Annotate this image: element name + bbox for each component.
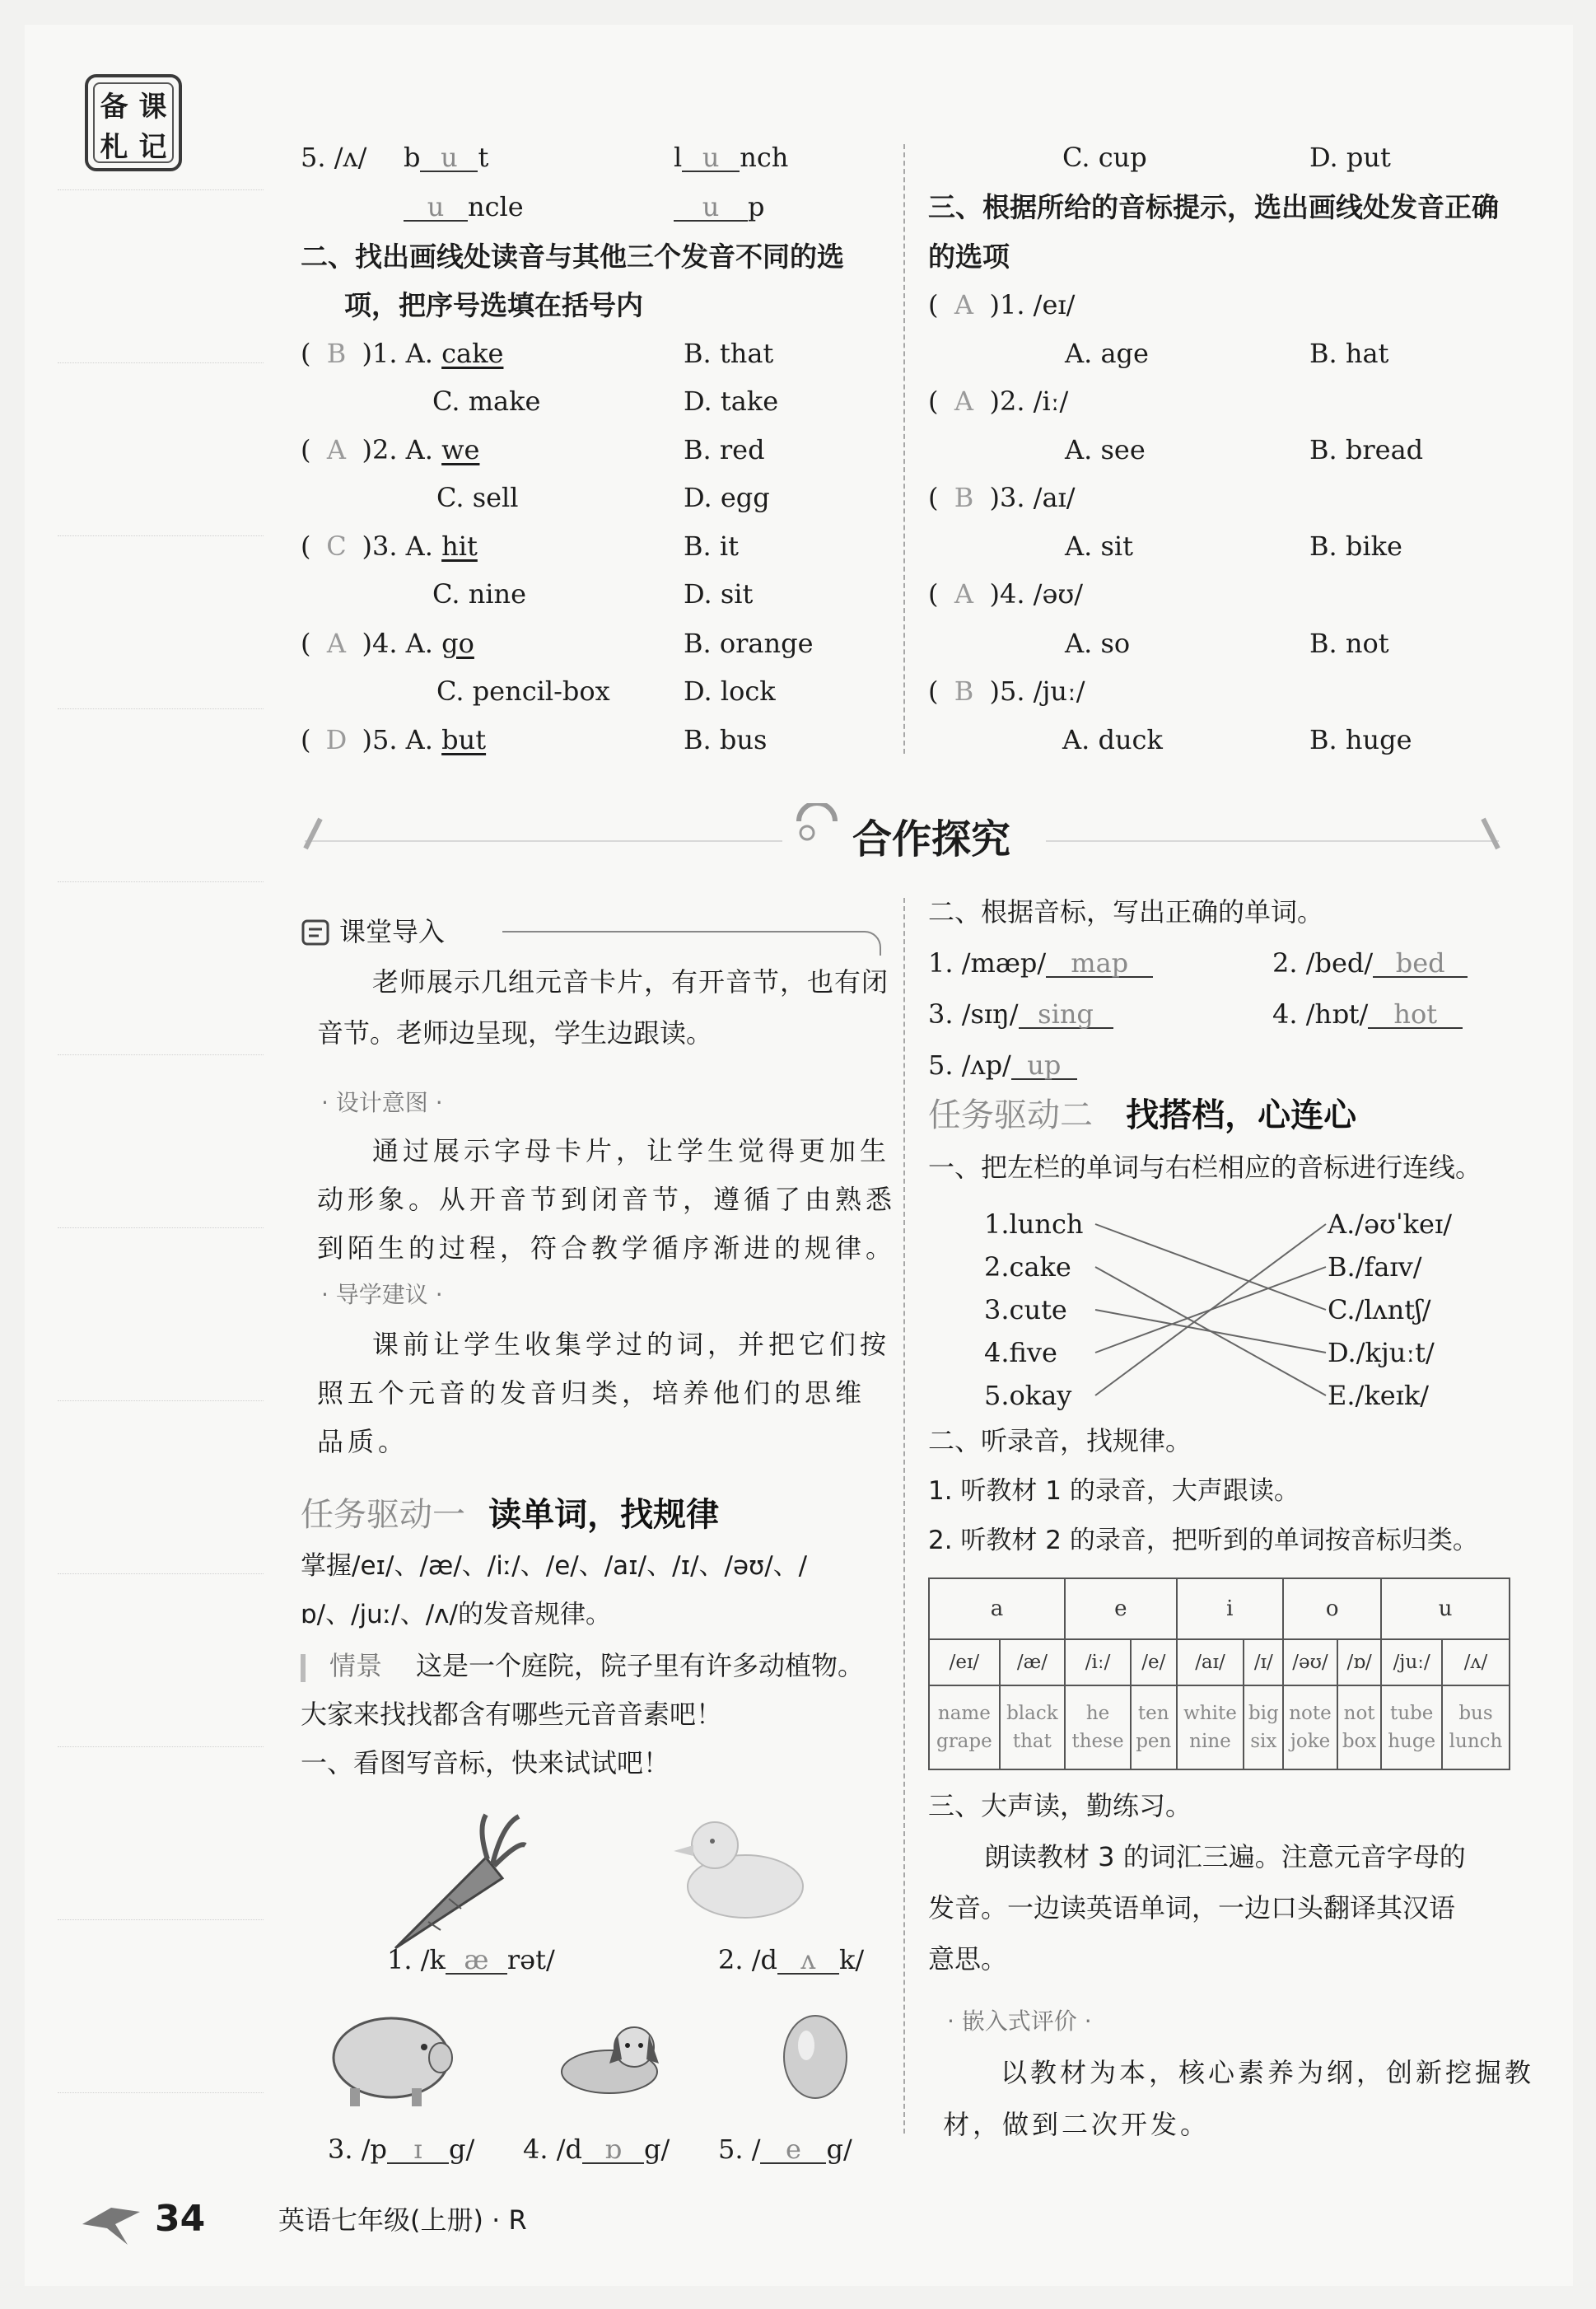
answer-blank: ʌ <box>777 1947 839 1975</box>
phonetic-fill-egg <box>718 2134 852 2165</box>
write-word-heading: 二、根据音标，写出正确的单词。 <box>928 896 1324 928</box>
stamp-char: 课 <box>138 91 167 124</box>
match-phonetic: C./lʌntʃ/ <box>1328 1294 1431 1325</box>
item-number: 5. /ʌ/ <box>301 142 367 173</box>
word: tube <box>1389 1702 1434 1724</box>
answer-mark: A <box>954 289 974 320</box>
symbol-cell: /iː/ <box>1065 1639 1131 1685</box>
write-word-item <box>1272 947 1468 979</box>
word: grape <box>936 1731 992 1752</box>
advice-text-2: 照五个元音的发音归类，培养他们的思维 <box>317 1377 866 1409</box>
duck-picture <box>667 1808 807 1923</box>
paren: ( <box>928 675 939 707</box>
intro-text-1: 老师展示几组元音卡片，有开音节，也有闭 <box>372 966 889 998</box>
answer-blank: u <box>404 194 468 222</box>
write-word-item <box>928 1049 1077 1081</box>
task-one-label: 任务驱动一 <box>301 1496 465 1534</box>
task-two-heading <box>928 1096 1356 1135</box>
phonetic-prefix: 3. /p <box>328 2134 387 2165</box>
banner-rule-left <box>305 840 782 842</box>
option-b: B. red <box>684 434 765 465</box>
answer-blank: e <box>760 2136 826 2164</box>
intro-rule <box>502 931 881 956</box>
matching-heading: 一、把左栏的单词与右栏相应的音标进行连线。 <box>928 1152 1482 1183</box>
matching-lines <box>1071 1203 1334 1425</box>
answer-blank: map <box>1046 950 1153 978</box>
word: that <box>1012 1731 1052 1752</box>
word: box <box>1342 1731 1377 1752</box>
phonetic-fill-duck <box>718 1944 864 1975</box>
answer-blank: ɪ <box>387 2136 449 2164</box>
matching-right-column <box>1328 1203 1452 1417</box>
word: ten <box>1137 1702 1169 1724</box>
vowel-header: i <box>1177 1578 1284 1639</box>
scene-text-2: 大家来找找都含有哪些元音音素吧！ <box>301 1699 723 1730</box>
symbol-cell: /əʊ/ <box>1283 1639 1337 1685</box>
master-text-2: ɒ/、/juː/、/ʌ/的发音规律。 <box>301 1600 611 1629</box>
write-word-item <box>1272 998 1463 1030</box>
item-number: )1. A. <box>362 338 442 369</box>
word-cell <box>929 1685 1000 1769</box>
answer-blank: u <box>682 144 740 172</box>
phonetic-prompt: 1. /mæp/ <box>928 947 1047 979</box>
word-cell <box>1442 1685 1510 1769</box>
option-b: B. orange <box>684 628 814 659</box>
paren: ( <box>928 482 939 513</box>
item-number: )5. /juː/ <box>989 675 1085 707</box>
word: huge <box>1388 1731 1436 1752</box>
word: joke <box>1290 1731 1331 1752</box>
answer-blank: sing <box>1019 1001 1113 1029</box>
fill-word-lunch <box>674 142 788 173</box>
phonetic-suffix: g/ <box>643 2134 670 2165</box>
column-divider-main <box>903 898 905 2134</box>
section-heading-3: 三、根据所给的音标提示，选出画线处发音正确 <box>928 191 1499 223</box>
answer-mark: B <box>954 482 974 513</box>
word: nine <box>1189 1731 1231 1752</box>
option-b: B. huge <box>1309 724 1412 755</box>
option-d: D. put <box>1309 142 1391 173</box>
vowel-header: u <box>1381 1578 1510 1639</box>
design-text-2: 动形象。从开音节到闭音节，遵循了由熟悉 <box>317 1184 897 1215</box>
option-c: C. make <box>432 386 541 417</box>
option-d: D. lock <box>684 675 776 707</box>
fill-word-up <box>674 191 764 222</box>
magnifier-icon <box>792 803 842 848</box>
paren: ( <box>301 724 311 755</box>
slash-decoration-left <box>301 816 325 852</box>
letter: p <box>748 191 765 222</box>
dog-picture <box>544 2014 667 2105</box>
answer-mark: B <box>326 338 347 369</box>
match-word: 1.lunch <box>984 1208 1084 1240</box>
word: not <box>1343 1702 1375 1724</box>
book-title: 英语七年级(上册) · R <box>278 2204 527 2236</box>
section-heading-2: 二、找出画线处读音与其他三个发音不同的选 <box>301 241 844 273</box>
phonetic-table <box>928 1578 1510 1770</box>
pig-picture <box>325 2002 457 2109</box>
paren: ( <box>301 338 311 369</box>
fill-word-but <box>404 142 488 173</box>
word: bus <box>1458 1702 1493 1724</box>
word-cell <box>1177 1685 1244 1769</box>
symbol-cell: /ɒ/ <box>1337 1639 1381 1685</box>
advice-label: · 导学建议 · <box>321 1281 443 1308</box>
carrot-picture <box>379 1808 527 1965</box>
match-word: 5.okay <box>984 1380 1072 1411</box>
write-word-item <box>928 947 1153 979</box>
read-text-1: 朗读教材 3 的词汇三遍。注意元音字母的 <box>984 1841 1466 1872</box>
answer-mark: A <box>954 578 974 610</box>
option-b: B. bread <box>1309 434 1424 465</box>
task-two-title: 找搭档，心连心 <box>1126 1096 1357 1134</box>
phonetic-fill-pig <box>328 2134 474 2165</box>
match-phonetic: E./keɪk/ <box>1328 1380 1430 1411</box>
item-number: )5. A. <box>362 724 442 755</box>
option-a: A. sit <box>1065 531 1133 562</box>
symbol-cell: /ɪ/ <box>1244 1639 1283 1685</box>
option-a: cake <box>441 338 504 369</box>
answer-mark: A <box>326 434 347 465</box>
advice-text-1: 课前让学生收集学过的词，并把它们按 <box>372 1329 891 1360</box>
scene-label: 情景 <box>329 1650 383 1681</box>
option-b: B. bike <box>1309 531 1402 562</box>
task-one-heading <box>301 1495 719 1535</box>
phonetic-fill-dog <box>523 2134 670 2165</box>
item-number: )4. /əʊ/ <box>989 578 1084 610</box>
letter: b <box>404 142 421 173</box>
paren: ( <box>301 434 311 465</box>
vowel-header: o <box>1283 1578 1381 1639</box>
phonetic-suffix: rət/ <box>506 1944 555 1975</box>
symbol-cell: /e/ <box>1131 1639 1176 1685</box>
option-a: A. age <box>1065 338 1149 369</box>
notebook-icon <box>301 918 330 947</box>
answer-blank: u <box>674 194 748 222</box>
phonetic-prefix: 4. /d <box>523 2134 582 2165</box>
option-a: A. see <box>1065 434 1146 465</box>
option-a: we <box>441 434 480 465</box>
fill-word-uncle <box>404 191 524 222</box>
match-phonetic: B./faɪv/ <box>1328 1251 1422 1283</box>
answer-mark: D <box>325 724 348 755</box>
answer-blank: bed <box>1373 950 1468 978</box>
word: note <box>1289 1702 1332 1724</box>
symbol-cell: /eɪ/ <box>929 1639 1000 1685</box>
option-a: but <box>441 724 487 755</box>
stamp-char: 记 <box>138 131 167 164</box>
item-number: )4. A. <box>362 628 442 659</box>
match-phonetic: D./kjuːt/ <box>1328 1337 1435 1368</box>
word: these <box>1071 1731 1124 1752</box>
match-word: 4.five <box>984 1337 1057 1368</box>
paren: ( <box>928 386 939 417</box>
lesson-notes-stamp <box>85 74 182 171</box>
option-d: D. sit <box>684 578 754 610</box>
answer-blank: ɒ <box>582 2136 644 2164</box>
item-number: )2. A. <box>362 434 442 465</box>
option-a: A. so <box>1065 628 1131 659</box>
option-b: B. it <box>684 531 739 562</box>
symbol-cell: /ʌ/ <box>1442 1639 1510 1685</box>
letter: t <box>478 142 489 173</box>
option-b: B. hat <box>1309 338 1389 369</box>
phonetic-prompt: 5. /ʌp/ <box>928 1049 1011 1081</box>
paren: ( <box>301 628 311 659</box>
option-a: hit <box>441 531 478 562</box>
answer-mark: B <box>954 675 974 707</box>
stamp-char: 备 <box>100 91 128 124</box>
listen-step-2: 2. 听教材 2 的录音，把听到的单词按音标归类。 <box>928 1526 1478 1555</box>
symbol-cell: /aɪ/ <box>1177 1639 1244 1685</box>
slash-decoration-right <box>1478 816 1503 852</box>
option-b: B. that <box>684 338 774 369</box>
read-text-2: 发音。一边读英语单词，一边口头翻译其汉语 <box>928 1892 1456 1923</box>
letter: l <box>674 142 683 173</box>
write-word-item <box>928 998 1113 1030</box>
item-number: )2. /iː/ <box>989 386 1069 417</box>
section-heading-2-cont: 项，把序号选填在括号内 <box>344 289 643 321</box>
option-a: A. duck <box>1062 724 1163 755</box>
exercise-line-5 <box>301 142 366 173</box>
banner-rule-right <box>1046 840 1499 842</box>
scene-text-1: 这是一个庭院，院子里有许多动植物。 <box>416 1650 865 1681</box>
option-c: C. cup <box>1062 142 1147 173</box>
word: pen <box>1136 1731 1172 1752</box>
symbol-cell: /juː/ <box>1381 1639 1442 1685</box>
word-cell <box>1244 1685 1283 1769</box>
option-c: C. pencil-box <box>436 675 610 707</box>
footer-ornament-icon <box>78 2199 144 2249</box>
paren: ( <box>928 289 939 320</box>
letter: nch <box>740 142 789 173</box>
match-word: 2.cake <box>984 1251 1071 1283</box>
phonetic-suffix: k/ <box>838 1944 865 1975</box>
evaluation-text-1: 以教材为本，核心素养为纲，创新挖掘教 <box>1001 2057 1535 2088</box>
advice-text-3: 品质。 <box>317 1426 409 1457</box>
match-word: 3.cute <box>984 1294 1067 1325</box>
paren: ( <box>928 578 939 610</box>
word-cell <box>1065 1685 1131 1769</box>
evaluation-label: · 嵌入式评价 · <box>947 2008 1092 2035</box>
item-number: )3. A. <box>362 531 442 562</box>
phonetic-prefix: 1. /k <box>387 1944 446 1975</box>
word-cell <box>1381 1685 1442 1769</box>
match-phonetic: A./əʊˈkeɪ/ <box>1328 1208 1452 1240</box>
picture-task-heading: 一、看图写音标，快来试试吧！ <box>301 1747 670 1778</box>
scene-marker <box>301 1654 306 1682</box>
word-cell <box>1131 1685 1176 1769</box>
intro-text-2: 音节。老师边呈现，学生边跟读。 <box>317 1017 713 1049</box>
evaluation-text-2: 材，做到二次开发。 <box>943 2109 1211 2140</box>
column-divider-top <box>903 144 905 754</box>
item-number: )1. /eɪ/ <box>989 289 1076 320</box>
phonetic-suffix: g/ <box>448 2134 475 2165</box>
design-text-1: 通过展示字母卡片，让学生觉得更加生 <box>372 1135 891 1166</box>
word: name <box>937 1702 991 1724</box>
option-b: B. not <box>1309 628 1389 659</box>
letter: ncle <box>468 191 524 222</box>
design-label: · 设计意图 · <box>321 1089 443 1116</box>
word-cell <box>1337 1685 1381 1769</box>
read-text-3: 意思。 <box>928 1943 1008 1975</box>
phonetic-prompt: 4. /hɒt/ <box>1272 998 1369 1030</box>
option-d: D. egg <box>684 482 770 513</box>
phonetic-suffix: g/ <box>826 2134 852 2165</box>
master-text-1: 掌握/eɪ/、/æ/、/iː/、/e/、/aɪ/、/ɪ/、/əʊ/、/ <box>301 1551 808 1581</box>
option-c: C. nine <box>432 578 527 610</box>
answer-blank: hot <box>1368 1001 1463 1029</box>
answer-blank: up <box>1011 1052 1077 1080</box>
phonetic-prefix: 2. /d <box>718 1944 777 1975</box>
option-c: C. sell <box>436 482 519 513</box>
option-d: D. take <box>684 386 779 417</box>
listen-step-1: 1. 听教材 1 的录音，大声跟读。 <box>928 1476 1300 1506</box>
page-number: 34 <box>155 2198 206 2240</box>
item-number: )3. /aɪ/ <box>989 482 1076 513</box>
read-heading: 三、大声读，勤练习。 <box>928 1790 1192 1821</box>
answer-mark: C <box>326 531 347 562</box>
word: white <box>1183 1702 1237 1724</box>
symbol-cell: /æ/ <box>1000 1639 1065 1685</box>
phonetic-prompt: 3. /sɪŋ/ <box>928 998 1019 1030</box>
word: lunch <box>1449 1731 1503 1752</box>
answer-mark: A <box>326 628 347 659</box>
intro-label: 课堂导入 <box>339 916 446 947</box>
task-one-title: 读单词，找规律 <box>488 1496 720 1534</box>
section-title: 合作探究 <box>852 816 1011 862</box>
option-a: go <box>441 628 474 659</box>
egg-picture <box>778 2006 852 2105</box>
phonetic-prompt: 2. /bed/ <box>1272 947 1374 979</box>
word-cell <box>1000 1685 1065 1769</box>
option-b: B. bus <box>684 724 768 755</box>
word: big <box>1248 1702 1279 1724</box>
word-cell <box>1283 1685 1337 1769</box>
vowel-header: e <box>1065 1578 1176 1639</box>
design-text-3: 到陌生的过程，符合教学循序渐进的规律。 <box>317 1232 897 1264</box>
answer-blank: æ <box>446 1947 507 1975</box>
vowel-header: a <box>929 1578 1065 1639</box>
phonetic-prefix: 5. / <box>718 2134 761 2165</box>
task-two-label: 任务驱动二 <box>928 1096 1093 1134</box>
word: six <box>1250 1731 1277 1752</box>
phonetic-fill-carrot <box>387 1944 555 1975</box>
word: black <box>1006 1702 1058 1724</box>
listen-heading: 二、听录音，找规律。 <box>928 1425 1192 1456</box>
word: he <box>1085 1702 1110 1724</box>
stamp-char: 札 <box>100 131 128 164</box>
paren: ( <box>301 531 311 562</box>
answer-blank: u <box>420 144 478 172</box>
answer-mark: A <box>954 386 974 417</box>
section-heading-3-cont: 的选项 <box>928 241 1010 273</box>
matching-left-column <box>984 1203 1084 1417</box>
